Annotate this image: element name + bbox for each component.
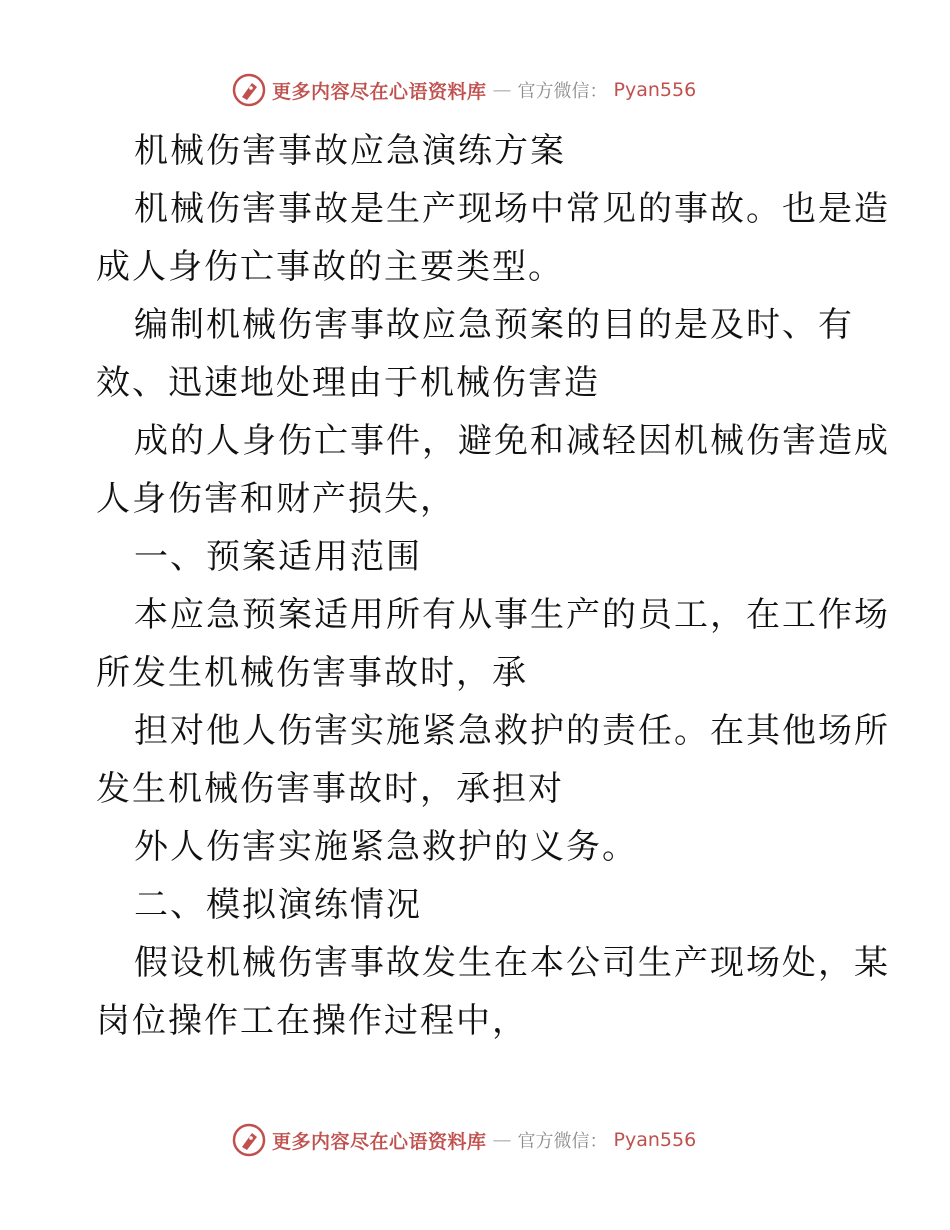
document-title: 机械伤害事故应急演练方案 <box>134 131 566 171</box>
paragraph-line: 外人伤害实施紧急救护的义务。 <box>134 827 638 867</box>
watermark-dash: — <box>492 1129 512 1151</box>
document-body <box>96 122 890 1050</box>
paragraph-line: 假设机械伤害事故发生在本公司生产现场处，某 <box>134 943 890 983</box>
paragraph-line: 本应急预案适用所有从事生产的员工，在工作场 <box>134 595 890 635</box>
paragraph-line: 岗位操作工在操作过程中， <box>96 1001 528 1041</box>
header-watermark <box>232 72 696 108</box>
watermark-wechat-label: 官方微信： <box>517 1131 608 1152</box>
watermark-wechat-label: 官方微信： <box>517 81 608 102</box>
paragraph-line: 担对他人伤害实施紧急救护的责任。在其他场所 <box>134 711 890 751</box>
pen-nib-logo-icon <box>232 73 266 107</box>
footer-watermark <box>232 1122 696 1158</box>
paragraph-line: 成人身伤亡事故的主要类型。 <box>96 247 564 287</box>
paragraph-line: 发生机械伤害事故时，承担对 <box>96 769 564 809</box>
paragraph-line: 成的人身伤亡事件，避免和减轻因机械伤害造成 <box>134 421 890 461</box>
pen-nib-logo-icon <box>232 1123 266 1157</box>
watermark-main-text: 更多内容尽在心语资料库 <box>272 1130 487 1153</box>
paragraph-line: 人身伤害和财产损失， <box>96 479 456 519</box>
paragraph-line: 所发生机械伤害事故时，承 <box>96 653 528 693</box>
paragraph-line: 效、迅速地处理由于机械伤害造 <box>96 363 600 403</box>
section-heading: 一、预案适用范围 <box>134 537 422 577</box>
section-heading: 二、模拟演练情况 <box>134 885 422 925</box>
watermark-main-text: 更多内容尽在心语资料库 <box>272 80 487 103</box>
paragraph-line: 编制机械伤害事故应急预案的目的是及时、有 <box>134 305 854 345</box>
watermark-dash: — <box>492 79 512 101</box>
paragraph-line: 机械伤害事故是生产现场中常见的事故。也是造 <box>134 189 890 229</box>
watermark-wechat-id: Pyan556 <box>613 1129 697 1151</box>
watermark-wechat-id: Pyan556 <box>613 79 697 101</box>
